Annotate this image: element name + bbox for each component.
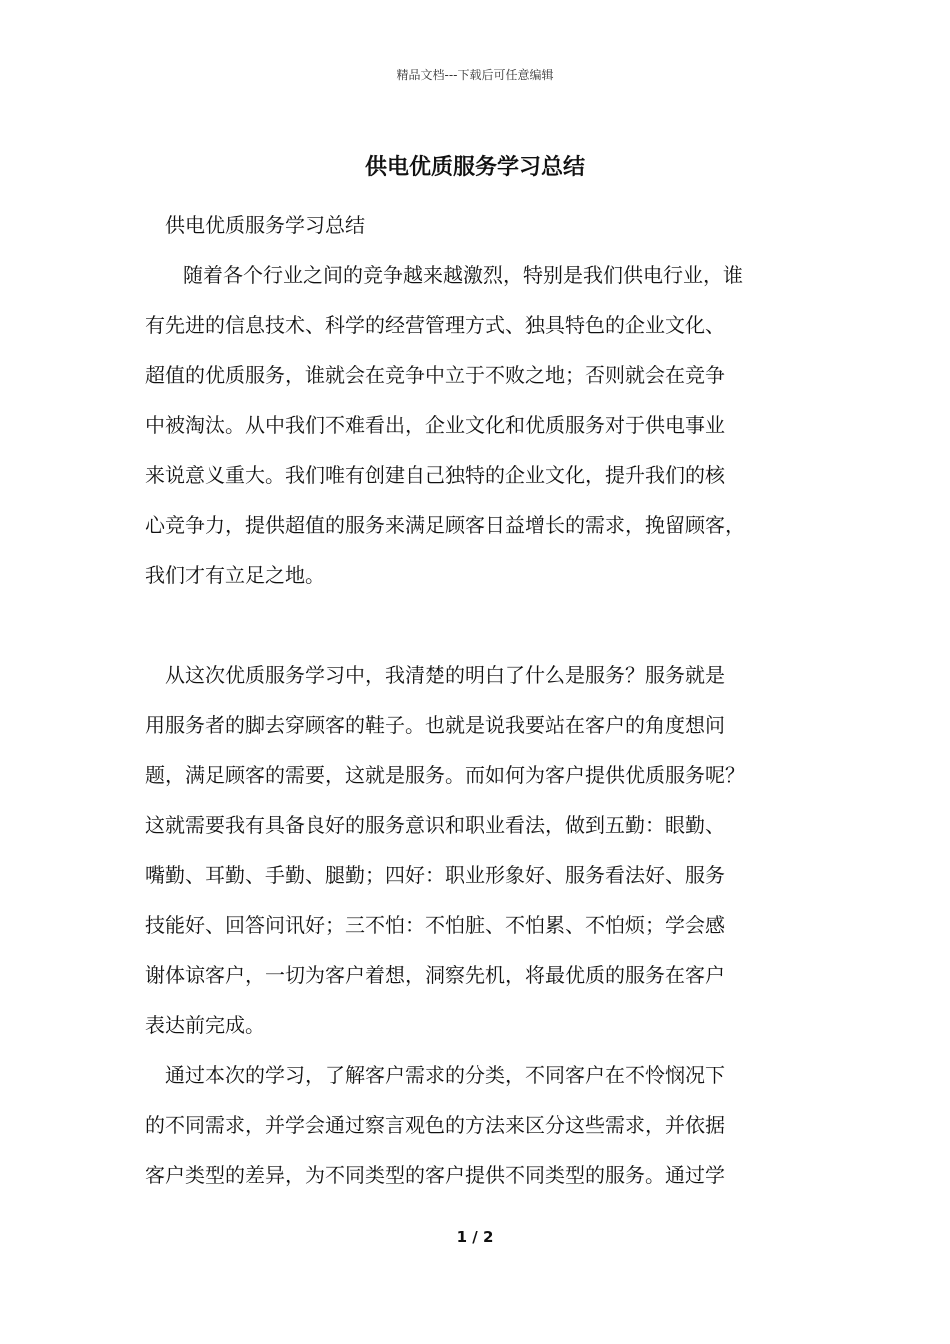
paragraph-spacer bbox=[145, 600, 825, 650]
paragraph-line: 我们才有立足之地。 bbox=[145, 563, 325, 587]
page-number: 1 / 2 bbox=[456, 1228, 494, 1246]
paragraph-line: 心竞争力，提供超值的服务来满足顾客日益增长的需求，挽留顾客， bbox=[145, 513, 745, 537]
paragraph-line: 技能好、回答问讯好；三不怕：不怕脏、不怕累、不怕烦；学会感 bbox=[145, 913, 725, 937]
paragraph-line: 有先进的信息技术、科学的经营管理方式、独具特色的企业文化、 bbox=[145, 313, 725, 337]
paragraph-line: 这就需要我有具备良好的服务意识和职业看法，做到五勤：眼勤、 bbox=[145, 813, 725, 837]
paragraph-line: 随着各个行业之间的竞争越来越激烈，特别是我们供电行业，谁 bbox=[183, 263, 743, 287]
paragraph-3 bbox=[145, 1050, 825, 1200]
paragraph-line: 从这次优质服务学习中，我清楚的明白了什么是服务？服务就是 bbox=[165, 663, 725, 687]
paragraph-line: 通过本次的学习，了解客户需求的分类，不同客户在不怜悯况下 bbox=[165, 1063, 725, 1087]
document-body bbox=[145, 200, 825, 1200]
paragraph-line: 用服务者的脚去穿顾客的鞋子。也就是说我要站在客户的角度想问 bbox=[145, 713, 725, 737]
paragraph-line: 题，满足顾客的需要，这就是服务。而如何为客户提供优质服务呢？ bbox=[145, 763, 745, 787]
paragraph-line: 中被淘汰。从中我们不难看出，企业文化和优质服务对于供电事业 bbox=[145, 413, 725, 437]
document-subtitle: 供电优质服务学习总结 bbox=[165, 213, 365, 237]
header-note: 精品文档---下载后可任意编辑 bbox=[396, 68, 554, 82]
paragraph-line: 谢体谅客户，一切为客户着想，洞察先机，将最优质的服务在客户 bbox=[145, 963, 725, 987]
paragraph-2 bbox=[145, 650, 825, 1050]
paragraph-line: 来说意义重大。我们唯有创建自己独特的企业文化，提升我们的核 bbox=[145, 463, 725, 487]
document-title: 供电优质服务学习总结 bbox=[364, 154, 585, 180]
paragraph-line: 的不同需求，并学会通过察言观色的方法来区分这些需求，并依据 bbox=[145, 1113, 725, 1137]
paragraph-line: 客户类型的差异，为不同类型的客户提供不同类型的服务。通过学 bbox=[145, 1163, 725, 1187]
paragraph-line: 嘴勤、耳勤、手勤、腿勤；四好：职业形象好、服务看法好、服务 bbox=[145, 863, 725, 887]
paragraph-line: 表达前完成。 bbox=[145, 1013, 265, 1037]
paragraph-1 bbox=[145, 250, 825, 600]
paragraph-line: 超值的优质服务，谁就会在竞争中立于不败之地；否则就会在竞争 bbox=[145, 363, 725, 387]
